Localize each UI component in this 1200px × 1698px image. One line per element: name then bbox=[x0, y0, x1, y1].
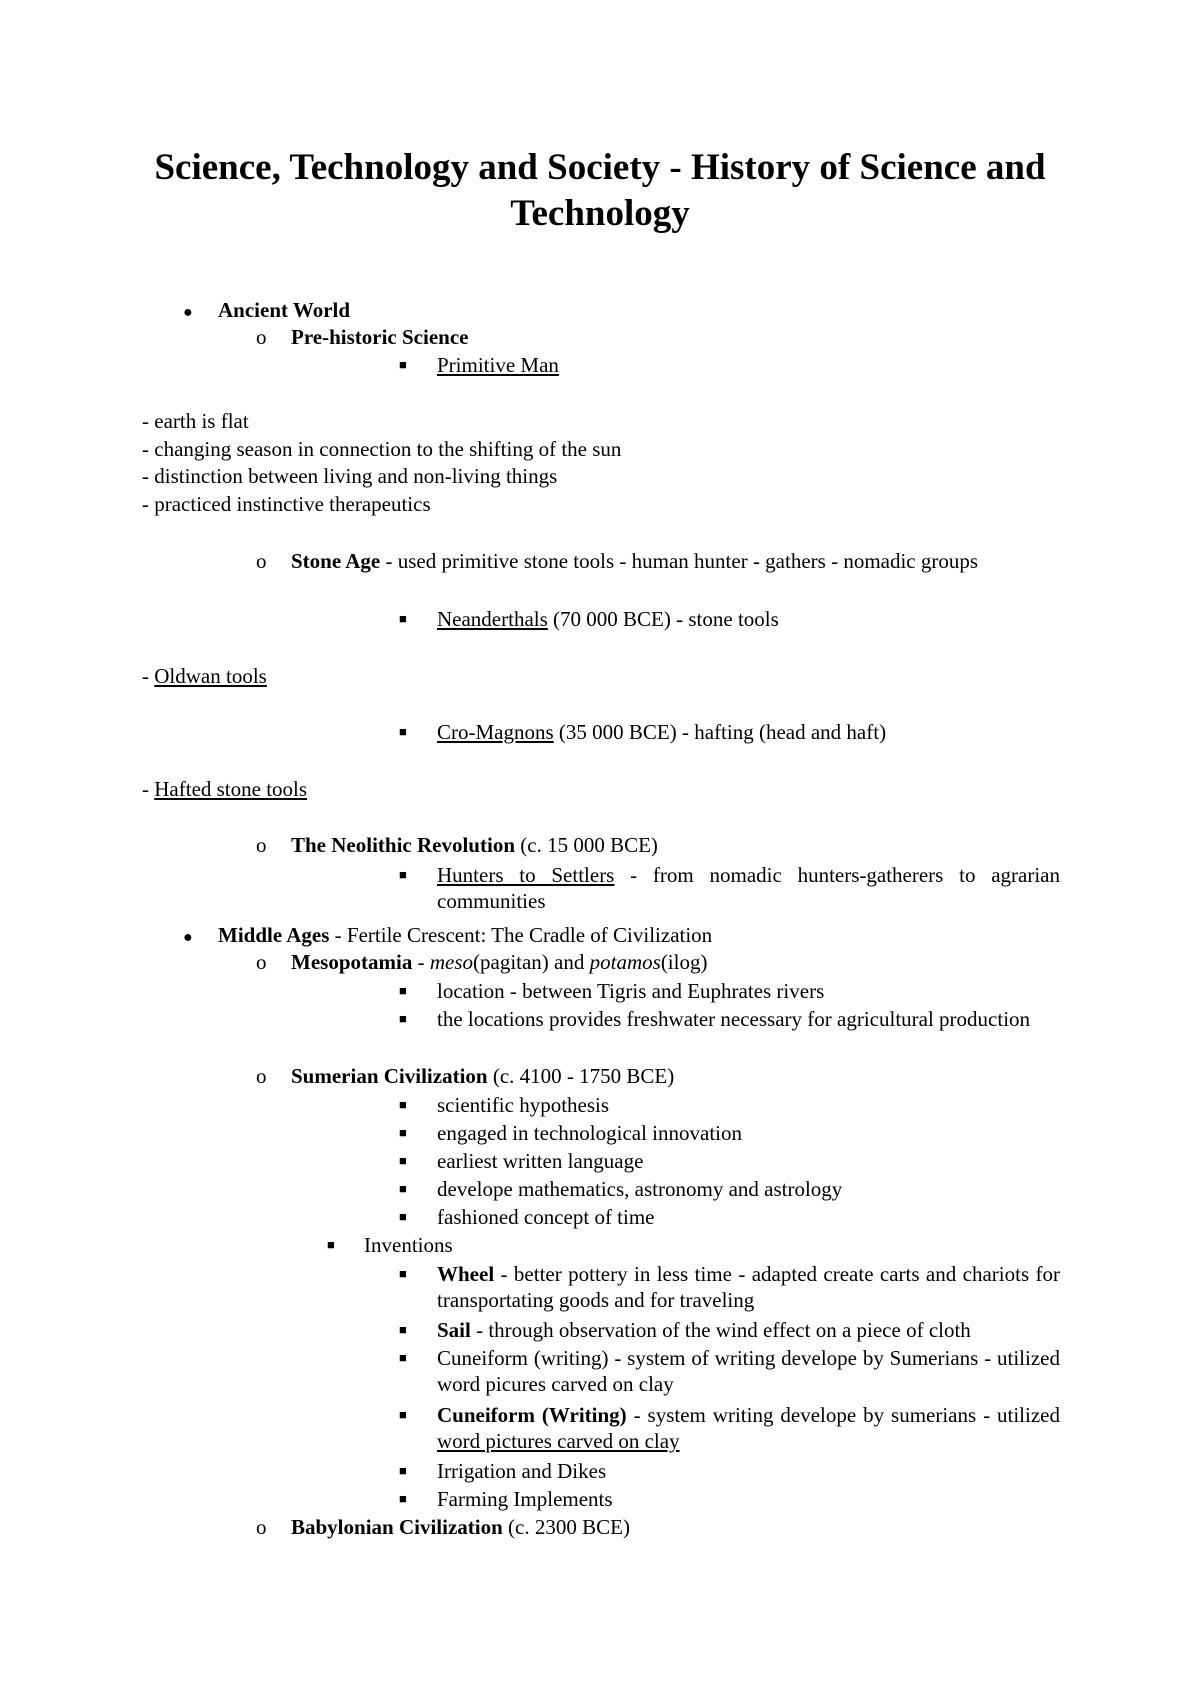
note-line: - practiced instinctive therapeutics bbox=[142, 492, 431, 516]
invention-irrigation: Irrigation and Dikes bbox=[437, 1459, 607, 1483]
bullet-square: ■ bbox=[399, 1266, 407, 1281]
bullet-circle: o bbox=[256, 833, 267, 857]
subheading-inventions: Inventions bbox=[364, 1233, 453, 1257]
bullet-square: ■ bbox=[399, 1209, 407, 1224]
bullet-square: ■ bbox=[399, 611, 407, 626]
item-cro-magnons: Cro-Magnons (35 000 BCE) - hafting (head and haft) bbox=[437, 720, 887, 744]
bullet-circle: o bbox=[256, 549, 267, 573]
list-item: location - between Tigris and Euphrates rivers bbox=[437, 979, 825, 1003]
bullet-circle: o bbox=[256, 1515, 267, 1539]
list-item: earliest written language bbox=[437, 1149, 644, 1173]
invention-cuneiform-writing: Cuneiform (Writing) - system writing develope by sumerians - utilized word pictures carved on clay bbox=[437, 1403, 1060, 1453]
list-item: develope mathematics, astronomy and astrology bbox=[437, 1177, 843, 1201]
bullet-square: ■ bbox=[327, 1237, 335, 1252]
bullet-square: ■ bbox=[399, 1181, 407, 1196]
bullet-circle: o bbox=[256, 1064, 267, 1088]
invention-wheel: Wheel - better pottery in less time - adapted create carts and chariots for transportating goods and for traveling bbox=[437, 1262, 1060, 1312]
list-item: scientific hypothesis bbox=[437, 1093, 610, 1117]
bullet-square: ■ bbox=[399, 1322, 407, 1337]
note-oldwan-tools: - Oldwan tools bbox=[142, 664, 267, 688]
bullet-circle: o bbox=[256, 950, 267, 974]
note-hafted-stone-tools: - Hafted stone tools bbox=[142, 777, 308, 801]
note-line: - changing season in connection to the shifting of the sun bbox=[142, 437, 622, 461]
bullet-square: ■ bbox=[399, 983, 407, 998]
invention-sail: Sail - through observation of the wind effect on a piece of cloth bbox=[437, 1318, 971, 1342]
bullet-square: ■ bbox=[399, 1097, 407, 1112]
bullet-square: ■ bbox=[399, 1463, 407, 1478]
list-item: the locations provides freshwater necessary for agricultural production bbox=[437, 1007, 1031, 1031]
item-hunters-to-settlers: Hunters to Settlers - from nomadic hunters-gatherers to agrarian communities bbox=[437, 863, 1060, 913]
item-neanderthals: Neanderthals (70 000 BCE) - stone tools bbox=[437, 607, 779, 631]
subsection-mesopotamia: Mesopotamia - meso(pagitan) and potamos(ilog) bbox=[291, 950, 708, 974]
note-line: - distinction between living and non-living things bbox=[142, 464, 558, 488]
invention-farming: Farming Implements bbox=[437, 1487, 613, 1511]
section-middle-ages: Middle Ages - Fertile Crescent: The Cradle of Civilization bbox=[218, 923, 713, 947]
bullet-square: ■ bbox=[399, 1125, 407, 1140]
list-item: engaged in technological innovation bbox=[437, 1121, 742, 1145]
section-ancient-world: Ancient World bbox=[218, 298, 351, 322]
subsection-prehistoric: Pre-historic Science bbox=[291, 325, 469, 349]
bullet-disc: ● bbox=[183, 304, 193, 321]
item-primitive-man: Primitive Man bbox=[437, 353, 559, 377]
bullet-square: ■ bbox=[399, 1350, 407, 1365]
bullet-square: ■ bbox=[399, 1153, 407, 1168]
subsection-babylonian: Babylonian Civilization (c. 2300 BCE) bbox=[291, 1515, 630, 1539]
note-line: - earth is flat bbox=[142, 409, 249, 433]
bullet-square: ■ bbox=[399, 724, 407, 739]
bullet-circle: o bbox=[256, 325, 267, 349]
bullet-square: ■ bbox=[399, 867, 407, 882]
bullet-square: ■ bbox=[399, 1011, 407, 1026]
subsection-sumerian: Sumerian Civilization (c. 4100 - 1750 BCE) bbox=[291, 1064, 675, 1088]
subsection-neolithic: The Neolithic Revolution (c. 15 000 BCE) bbox=[291, 833, 658, 857]
bullet-square: ■ bbox=[399, 1407, 407, 1422]
subsection-stone-age: Stone Age - used primitive stone tools - human hunter - gathers - nomadic groups bbox=[291, 549, 979, 573]
invention-cuneiform: Cuneiform (writing) - system of writing develope by Sumerians - utilized word picures carved on clay bbox=[437, 1346, 1060, 1396]
bullet-disc: ● bbox=[183, 929, 193, 946]
page-title: Science, Technology and Society - History of Science and Technology bbox=[154, 147, 1046, 234]
bullet-square: ■ bbox=[399, 357, 407, 372]
list-item: fashioned concept of time bbox=[437, 1205, 655, 1229]
bullet-square: ■ bbox=[399, 1491, 407, 1506]
